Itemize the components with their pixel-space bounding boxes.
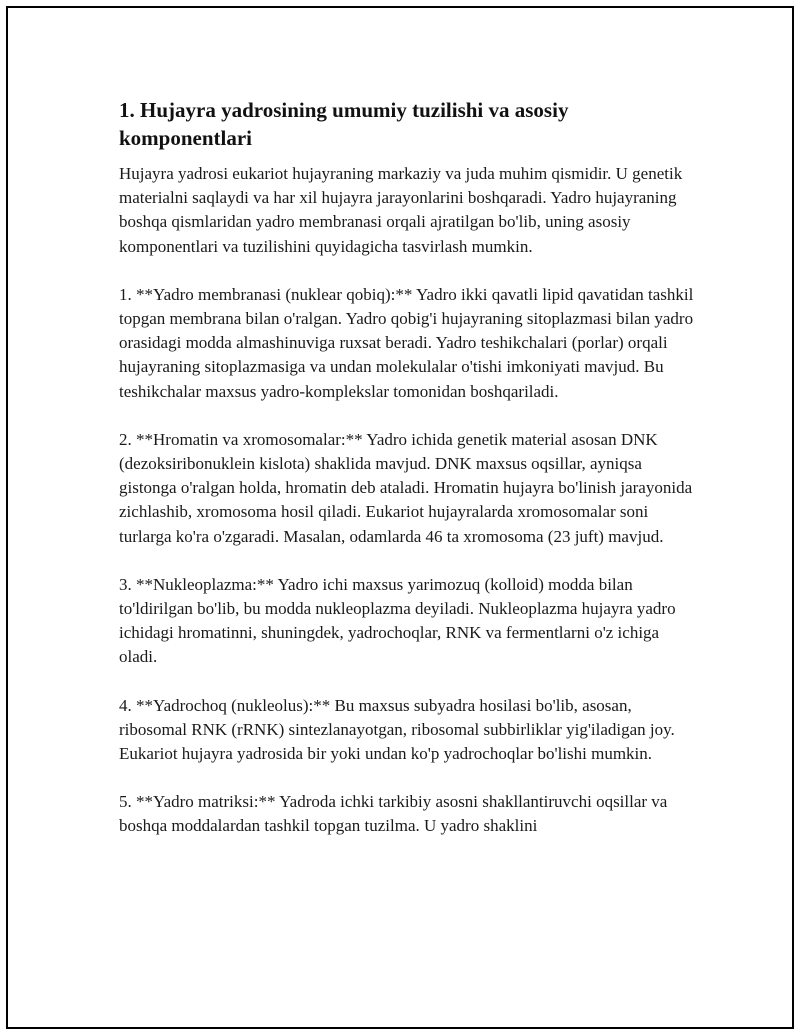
paragraph-chromatin: 2. **Hromatin va xromosomalar:** Yadro ichida genetik material asosan DNK (dezoksiribonuklein kislota) shaklida mavjud. DNK maxsus oqsillar, ayniqsa gistonga o'ralgan holda, hromatin deb ataladi. Hromatin hujayra bo'linish jarayonida zichlashib, xromosoma hosil qiladi. Eukariot hujayralarda xromosomalar soni turlarga ko'ra o'zgaradi. Masalan, odamlarda 46 ta xromosoma (23 juft) mavjud. [119, 429, 693, 546]
paragraph-nuclear-matrix: 5. **Yadro matriksi:** Yadroda ichki tarkibiy asosni shakllantiruvchi oqsillar va boshqa moddalardan tashkil topgan tuzilma. U yadro shaklini [119, 792, 668, 836]
page-frame [6, 6, 794, 1029]
document-body [119, 96, 699, 863]
paragraph-nucleolus: 4. **Yadrochoq (nukleolus):** Bu maxsus subyadra hosilasi bo'lib, asosan, ribosomal RNK (rRNK) sintezlanayotgan, ribosomal subbirliklar yig'iladigan joy. Eukariot hujayra yadrosida bir yoki undan ko'p yadrochoqlar bo'lishi mumkin. [119, 695, 675, 764]
section-heading: 1. Hujayra yadrosining umumiy tuzilishi va asosiy komponentlari [119, 98, 569, 150]
paragraph-nuclear-membrane: 1. **Yadro membranasi (nuklear qobiq):** Yadro ikki qavatli lipid qavatidan tashkil topgan membrana bilan o'ralgan. Yadro qobig'i hujayraning sitoplazmasi bilan yadro orasidagi modda almashinuviga ruxsat beradi. Yadro teshikchalari (porlar) orqali hujayraning sitoplazmasiga va undan molekulalar o'tishi imkoniyati mavjud. Bu teshikchalar maxsus yadro-komplekslar tomonidan boshqariladi. [119, 284, 694, 401]
intro-paragraph: Hujayra yadrosi eukariot hujayraning markaziy va juda muhim qismidir. U genetik materialni saqlaydi va har xil hujayra jarayonlarini boshqaradi. Yadro hujayraning boshqa qismlaridan yadro membranasi orqali ajratilgan bo'lib, uning asosiy komponentlari va tuzilishini quyidagicha tasvirlash mumkin. [119, 164, 683, 256]
paragraph-nucleoplasm: 3. **Nukleoplazma:** Yadro ichi maxsus yarimozuq (kolloid) modda bilan to'ldirilgan bo'lib, bu modda nukleoplazma deyiladi. Nukleoplazma hujayra yadro ichidagi hromatinni, shuningdek, yadrochoqlar, RNK va fermentlarni o'z ichiga oladi. [119, 574, 676, 667]
